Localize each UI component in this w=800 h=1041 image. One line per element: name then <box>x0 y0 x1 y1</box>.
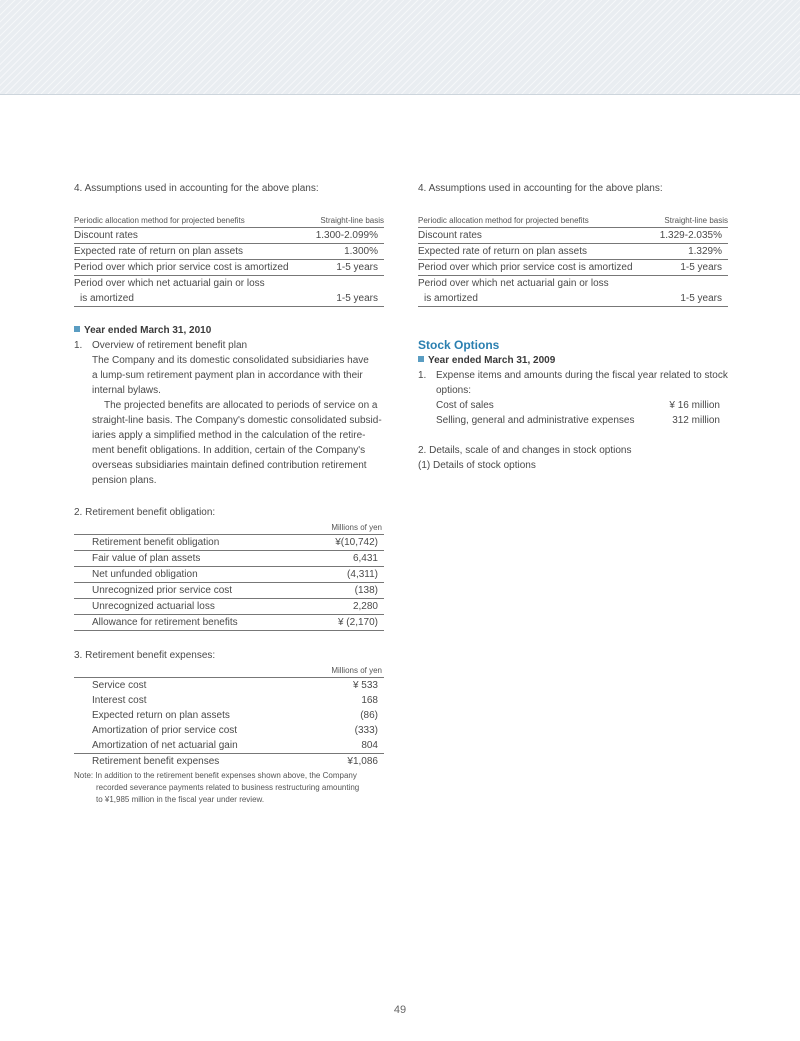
table-header-row <box>418 215 728 228</box>
row-label: Service cost <box>74 678 327 694</box>
row-value: 1.300-2.099% <box>309 228 384 244</box>
row-value: 1-5 years <box>309 291 384 307</box>
row-value: ¥1,086 <box>347 756 378 767</box>
note-line: to ¥1,985 million in the fiscal year under review. <box>96 795 265 804</box>
assumptions-table <box>418 215 728 307</box>
row-value: (138) <box>313 583 384 599</box>
row-label: Unrecognized prior service cost <box>74 583 313 599</box>
row-label: Interest cost <box>92 695 147 706</box>
row-label: Expected rate of return on plan assets <box>74 244 309 260</box>
row-value: 1-5 years <box>653 260 728 276</box>
table-row <box>418 244 728 260</box>
table-row <box>74 599 384 615</box>
table-row <box>74 551 384 567</box>
assumptions-table <box>74 215 384 307</box>
row-value: ¥ 533 <box>327 678 384 694</box>
row-value: ¥ (2,170) <box>313 615 384 631</box>
row-label: Allowance for retirement benefits <box>74 615 313 631</box>
header-label: Periodic allocation method for projected benefits <box>74 215 309 228</box>
text-line: overseas subsidiaries maintain defined contribution retirement <box>92 460 367 471</box>
row-label-cont: is amortized <box>418 291 653 307</box>
table-row <box>74 228 384 244</box>
item-number: 1. <box>418 370 427 381</box>
row-value: 1-5 years <box>653 291 728 307</box>
table-row <box>74 291 384 307</box>
row-value: ¥(10,742) <box>313 535 384 551</box>
table-row <box>74 535 384 551</box>
table-row <box>418 276 728 292</box>
row-label: Fair value of plan assets <box>74 551 313 567</box>
expense-items-heading <box>418 368 728 383</box>
obligation-table <box>74 534 384 631</box>
row-value: 1.329-2.035% <box>653 228 728 244</box>
text-line: a lump-sum retirement payment plan in accordance with their <box>92 370 363 381</box>
header-band <box>0 0 800 95</box>
table-row <box>418 291 728 307</box>
row-value: 6,431 <box>313 551 384 567</box>
expense-row <box>436 398 720 413</box>
text-line: internal bylaws. <box>92 385 161 396</box>
row-label: Period over which prior service cost is amortized <box>74 260 309 276</box>
table-row <box>418 260 728 276</box>
row-label: Selling, general and administrative expenses <box>436 415 635 426</box>
row-label: Amortization of prior service cost <box>92 725 238 736</box>
unit-label: Millions of yen <box>331 523 382 532</box>
row-label: Period over which prior service cost is amortized <box>418 260 653 276</box>
row-value: (333) <box>354 725 378 736</box>
expense-row <box>436 413 720 428</box>
row-label: Net unfunded obligation <box>74 567 313 583</box>
text-line: straight-line basis. The Company's domestic consolidated subsid- <box>92 415 382 426</box>
expense-list <box>418 398 728 428</box>
note-line: Note: In addition to the retirement benefit expenses shown above, the Company <box>74 771 357 780</box>
expenses-heading: 3. Retirement benefit expenses: <box>74 650 216 661</box>
text-line: iaries apply a simplified method in the calculation of the retire- <box>92 430 366 441</box>
expenses-note <box>74 770 384 806</box>
left-column <box>74 181 384 806</box>
text-line: pension plans. <box>92 475 157 486</box>
row-label: Amortization of net actuarial gain <box>74 738 327 754</box>
row-label: Period over which net actuarial gain or loss <box>418 278 609 289</box>
year-heading-text: Year ended March 31, 2010 <box>84 325 212 336</box>
row-value: 804 <box>327 738 384 754</box>
table-row <box>418 228 728 244</box>
year-heading <box>74 323 384 338</box>
table-row <box>74 583 384 599</box>
table-row <box>74 276 384 292</box>
row-label: Discount rates <box>418 228 653 244</box>
row-value: (86) <box>360 710 378 721</box>
table-row <box>74 567 384 583</box>
obligation-heading: 2. Retirement benefit obligation: <box>74 507 216 518</box>
assumptions-heading: 4. Assumptions used in accounting for the above plans: <box>74 183 319 194</box>
text-line: The Company and its domestic consolidated subsidiaries have <box>92 355 369 366</box>
note-line: recorded severance payments related to business restructuring amounting <box>96 783 360 792</box>
year-heading <box>418 353 728 368</box>
header-label: Periodic allocation method for projected benefits <box>418 215 653 228</box>
table-row <box>74 678 384 694</box>
details-heading: 2. Details, scale of and changes in stock options <box>418 445 632 456</box>
row-value: 1.300% <box>309 244 384 260</box>
table-row <box>74 754 384 770</box>
item-number: 1. <box>74 340 83 351</box>
square-bullet-icon <box>418 356 424 362</box>
stock-options-title: Stock Options <box>418 338 500 352</box>
square-bullet-icon <box>74 326 80 332</box>
row-label: Unrecognized actuarial loss <box>74 599 313 615</box>
row-label: Retirement benefit obligation <box>74 535 313 551</box>
assumptions-heading: 4. Assumptions used in accounting for the above plans: <box>418 183 663 194</box>
row-label-cont: is amortized <box>74 291 309 307</box>
header-value: Straight-line basis <box>653 215 728 228</box>
row-value: 2,280 <box>313 599 384 615</box>
row-label: Discount rates <box>74 228 309 244</box>
overview-text <box>74 353 384 398</box>
text-line: ment benefit obligations. In addition, certain of the Company's <box>92 445 366 456</box>
unit-label: Millions of yen <box>331 666 382 675</box>
table-row <box>74 738 384 754</box>
row-label: Cost of sales <box>436 400 494 411</box>
row-value: 1-5 years <box>309 260 384 276</box>
table-row <box>74 244 384 260</box>
right-column <box>418 181 728 473</box>
row-value: 168 <box>361 695 378 706</box>
row-label: Retirement benefit expenses <box>92 756 220 767</box>
table-header-row <box>74 215 384 228</box>
row-value: 312 million <box>672 415 720 426</box>
item-title-cont: options: <box>436 385 472 396</box>
page-number: 49 <box>393 1004 407 1016</box>
overview-text-2 <box>74 398 384 488</box>
row-value: (4,311) <box>313 567 384 583</box>
details-subheading: (1) Details of stock options <box>418 460 536 471</box>
text-line: The projected benefits are allocated to periods of service on a <box>104 400 378 411</box>
table-row <box>74 723 384 738</box>
table-row <box>74 693 384 708</box>
overview-heading <box>74 338 384 353</box>
row-value: 1.329% <box>653 244 728 260</box>
item-title: Overview of retirement benefit plan <box>92 340 248 351</box>
table-row <box>74 708 384 723</box>
table-row <box>74 260 384 276</box>
expenses-table <box>74 677 384 769</box>
row-label: Period over which net actuarial gain or loss <box>74 278 265 289</box>
row-label: Expected return on plan assets <box>92 710 230 721</box>
header-value: Straight-line basis <box>309 215 384 228</box>
row-value: ¥ 16 million <box>669 400 720 411</box>
year-heading-text: Year ended March 31, 2009 <box>428 355 556 366</box>
table-row <box>74 615 384 631</box>
item-title: Expense items and amounts during the fiscal year related to stock <box>436 370 728 381</box>
row-label: Expected rate of return on plan assets <box>418 244 653 260</box>
